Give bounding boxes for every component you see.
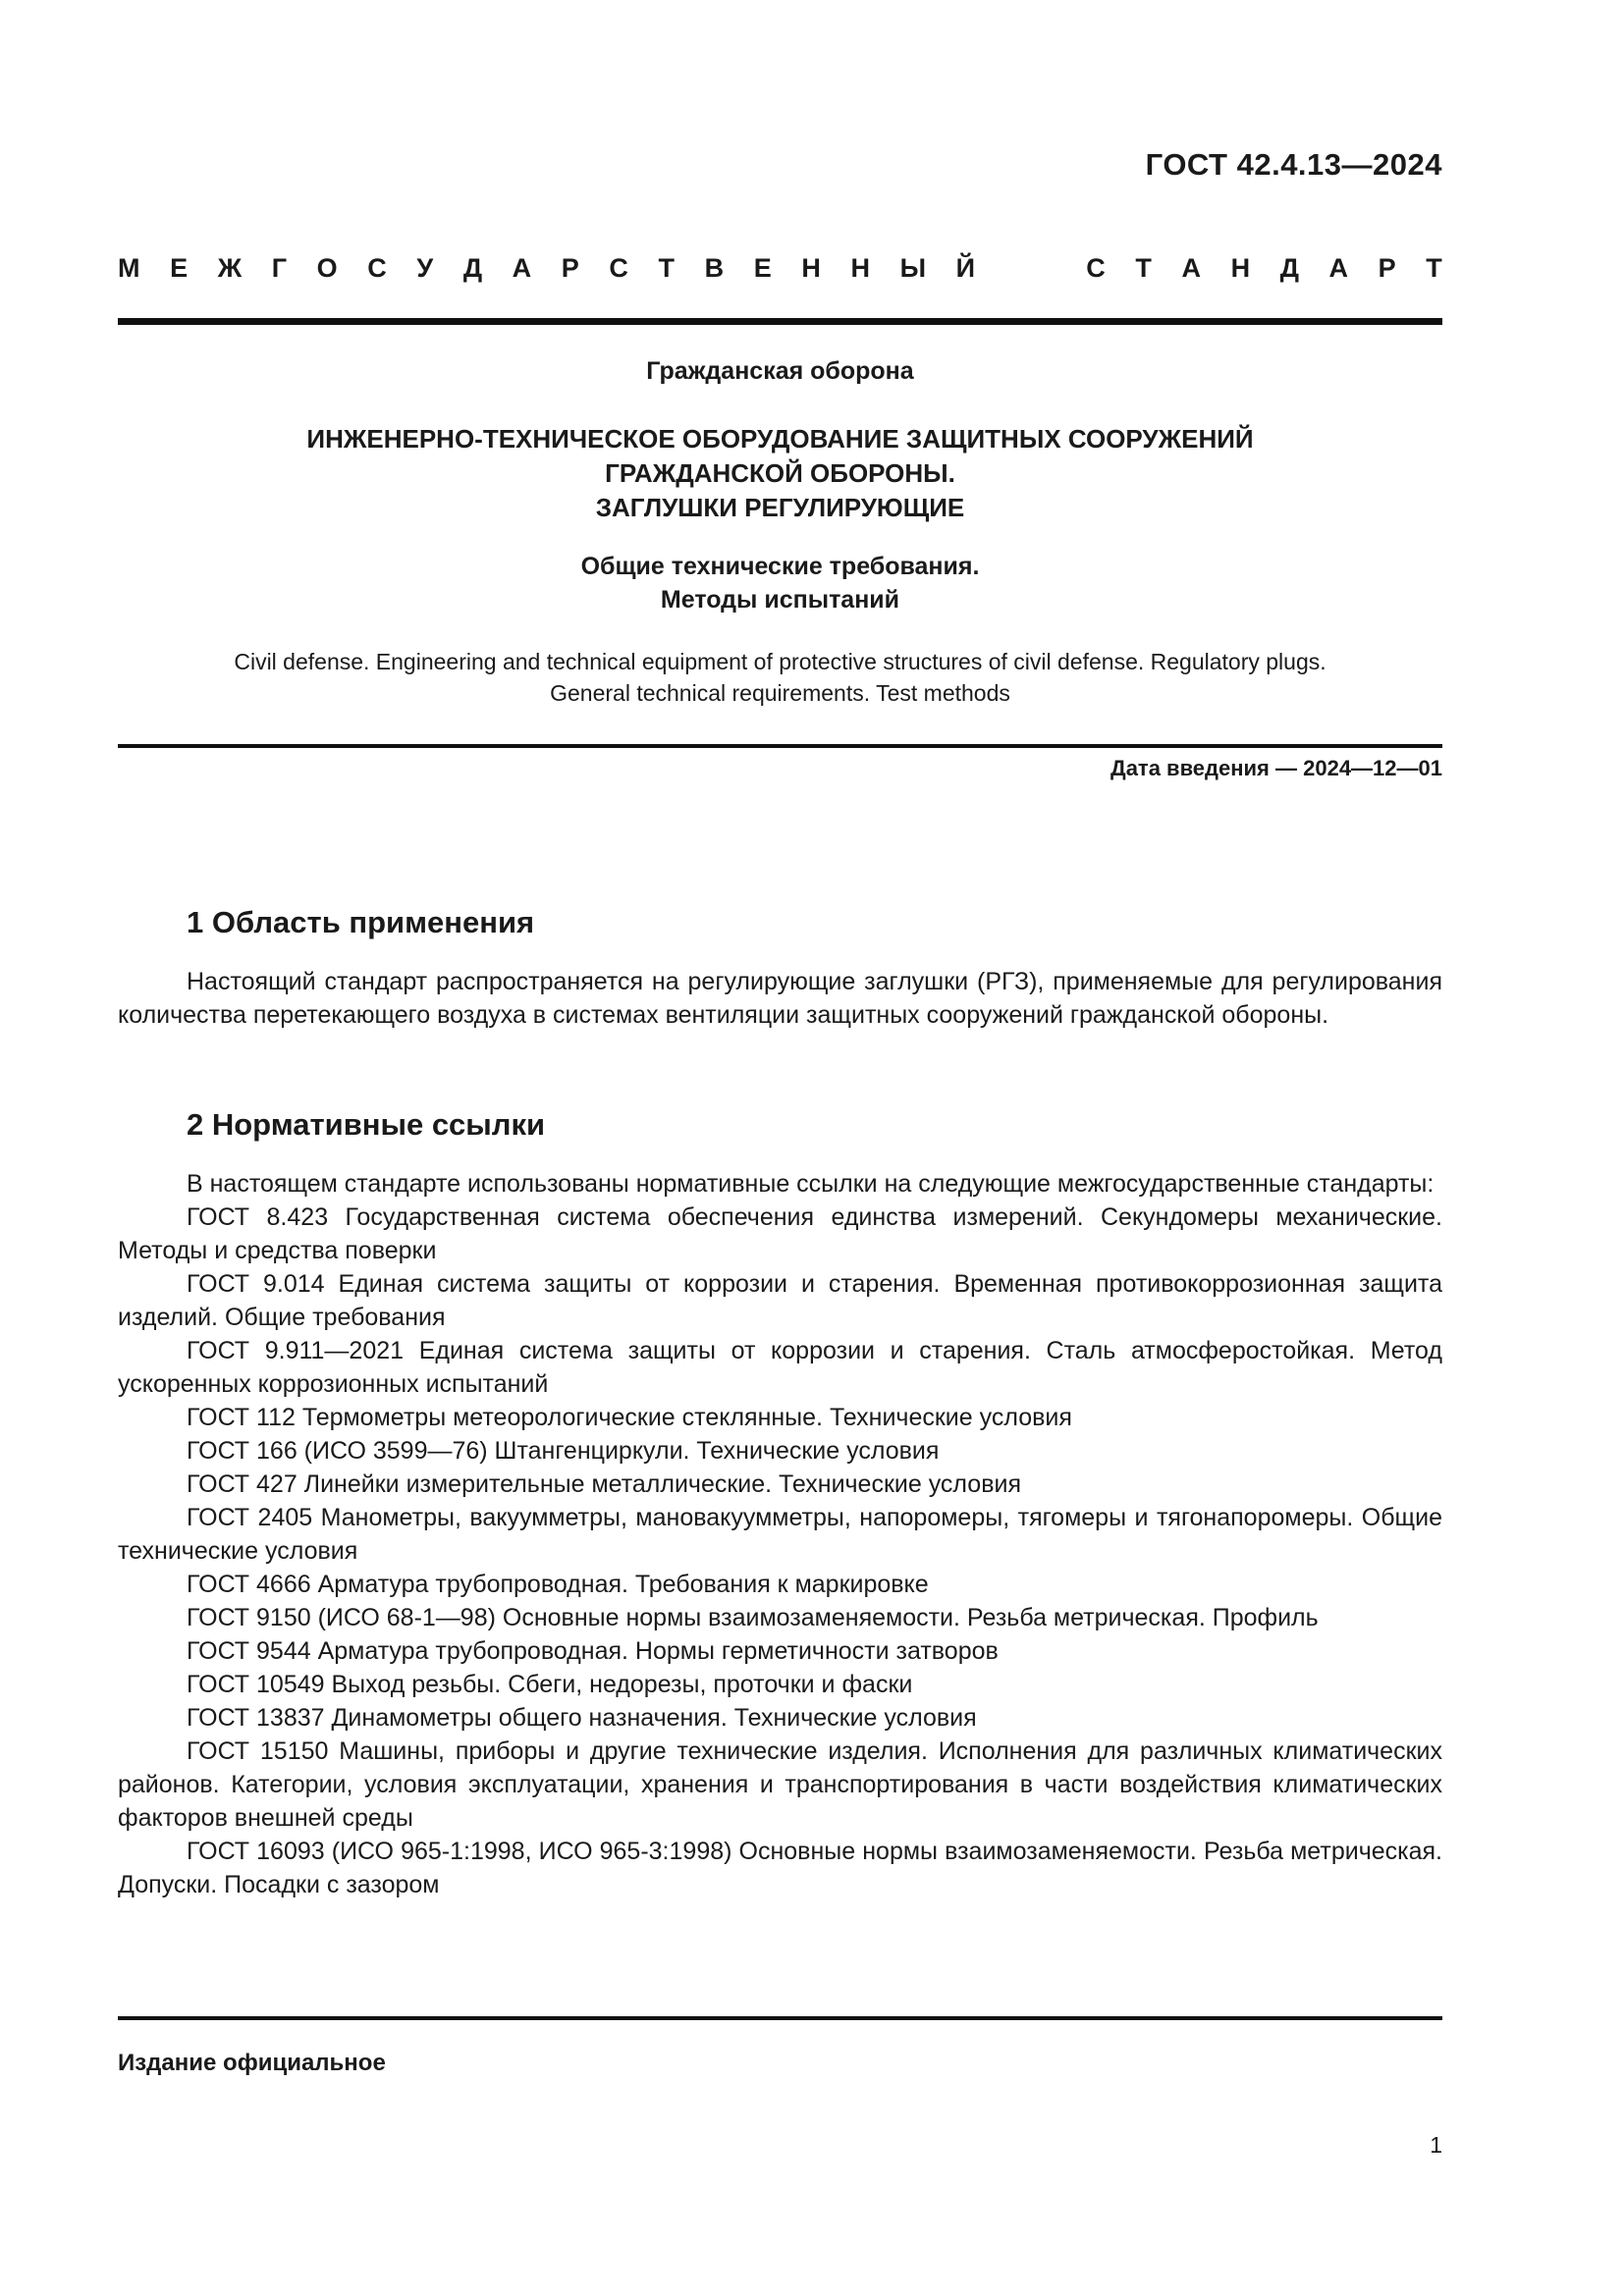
banner-letter: Ы [899, 253, 927, 283]
banner-letter: Р [1378, 253, 1396, 283]
banner-letter: В [704, 253, 725, 283]
banner-letter: М [118, 253, 140, 283]
banner-letter: А [1181, 253, 1201, 283]
banner-letter: Е [753, 253, 772, 283]
reference-item: ГОСТ 9150 (ИСО 68-1—98) Основные нормы взаимозаменяемости. Резьба метрическая. Профиль [187, 1604, 1319, 1631]
page-number: 1 [1430, 2132, 1442, 2158]
banner-letter: Н [801, 253, 821, 283]
banner-letter: Н [850, 253, 870, 283]
interstate-standard-banner [118, 253, 1442, 284]
subtitle-line: Методы испытаний [660, 586, 900, 614]
standard-title [118, 422, 1442, 525]
reference-item: ГОСТ 9544 Арматура трубопроводная. Нормы герметичности затворов [187, 1637, 999, 1665]
footer-divider [118, 2016, 1442, 2020]
banner-letter: Д [462, 253, 483, 283]
reference-item: ГОСТ 10549 Выход резьбы. Сбеги, недорезы, проточки и фаски [187, 1671, 913, 1698]
paragraph: Настоящий стандарт распространяется на регулирующие заглушки (РГЗ), применяемые для регулирования количества перетекающего воздуха в системах вентиляции защитных сооружений гражданской обороны. [118, 968, 1442, 1029]
english-title-line: Civil defense. Engineering and technical equipment of protective structures of civil defense. Regulatory plugs. [234, 649, 1326, 674]
reference-item: ГОСТ 112 Термометры метеорологические стеклянные. Технические условия [187, 1404, 1072, 1431]
reference-item: ГОСТ 8.423 Государственная система обеспечения единства измерений. Секундомеры механические. Методы и средства поверки [118, 1203, 1442, 1264]
section-1-body [118, 965, 1442, 1032]
reference-item: ГОСТ 4666 Арматура трубопроводная. Требования к маркировке [187, 1571, 929, 1598]
reference-item: ГОСТ 16093 (ИСО 965-1:1998, ИСО 965-3:1998) Основные нормы взаимозаменяемости. Резьба метрическая. Допуски. Посадки с зазором [118, 1838, 1442, 1898]
reference-item: ГОСТ 13837 Динамометры общего назначения. Технические условия [187, 1704, 977, 1732]
banner-letter: Е [170, 253, 189, 283]
title-line: ИНЖЕНЕРНО-ТЕХНИЧЕСКОЕ ОБОРУДОВАНИЕ ЗАЩИТНЫХ СООРУЖЕНИЙ [306, 424, 1254, 454]
banner-letter: Р [561, 253, 579, 283]
banner-letter: Т [1135, 253, 1152, 283]
section-1-heading: 1 Область применения [187, 905, 535, 939]
paragraph: В настоящем стандарте использованы нормативные ссылки на следующие межгосударственные стандарты: [187, 1170, 1435, 1198]
title-line: ГРАЖДАНСКОЙ ОБОРОНЫ. [605, 458, 955, 488]
banner-letter: С [609, 253, 628, 283]
title-line: ЗАГЛУШКИ РЕГУЛИРУЮЩИЕ [595, 493, 965, 522]
standard-category: Гражданская оборона [646, 357, 914, 385]
english-title-line: General technical requirements. Test methods [550, 680, 1010, 706]
header-divider [118, 318, 1442, 325]
standard-subtitle [118, 550, 1442, 616]
banner-word-gap [1005, 253, 1056, 284]
reference-item: ГОСТ 15150 Машины, приборы и другие технические изделия. Исполнения для различных климатических районов. Категории, условия эксплуатации, хранения и транспортирования в части воздействия климатических факторов внешней среды [118, 1737, 1442, 1832]
banner-letter: А [1328, 253, 1349, 283]
english-title [118, 646, 1442, 709]
title-divider [118, 744, 1442, 748]
reference-item: ГОСТ 9.911—2021 Единая система защиты от коррозии и старения. Сталь атмосферостойкая. Метод ускоренных коррозионных испытаний [118, 1337, 1442, 1398]
introduction-date: Дата введения — 2024—12—01 [1110, 756, 1442, 780]
banner-letter: А [512, 253, 532, 283]
subtitle-line: Общие технические требования. [580, 553, 980, 580]
banner-letter: Д [1279, 253, 1299, 283]
reference-item: ГОСТ 166 (ИСО 3599—76) Штангенциркули. Технические условия [187, 1437, 940, 1465]
reference-item: ГОСТ 9.014 Единая система защиты от коррозии и старения. Временная противокоррозионная защита изделий. Общие требования [118, 1270, 1442, 1331]
normative-references-list [118, 1167, 1442, 1901]
banner-letter: О [316, 253, 338, 283]
banner-letter: С [367, 253, 387, 283]
banner-letter: Т [1426, 253, 1442, 283]
banner-letter: Й [955, 253, 976, 283]
banner-letter: С [1086, 253, 1106, 283]
reference-item: ГОСТ 427 Линейки измерительные металлические. Технические условия [187, 1470, 1021, 1498]
reference-item: ГОСТ 2405 Манометры, вакуумметры, мановакуумметры, напоромеры, тягомеры и тягонапоромеры. Общие технические условия [118, 1504, 1442, 1565]
banner-letter: Г [271, 253, 288, 283]
banner-letter: Н [1230, 253, 1251, 283]
official-edition-label: Издание официальное [118, 2050, 386, 2076]
section-2-heading: 2 Нормативные ссылки [187, 1107, 546, 1142]
gost-number: ГОСТ 42.4.13—2024 [1145, 147, 1442, 182]
banner-letter: Ж [217, 253, 243, 283]
banner-letter: Т [658, 253, 676, 283]
banner-letter: У [416, 253, 434, 283]
